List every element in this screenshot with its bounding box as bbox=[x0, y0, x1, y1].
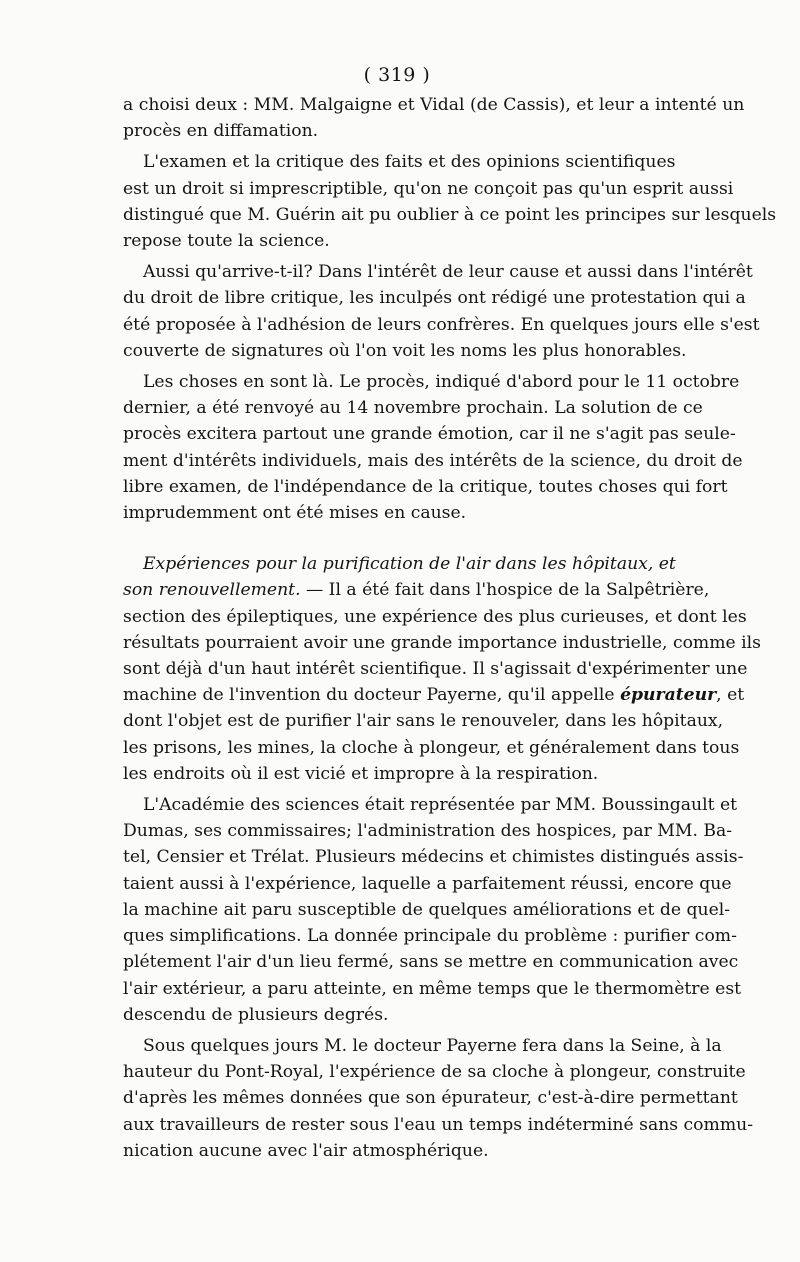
paragraph bbox=[123, 792, 744, 1028]
text-line: été proposée à l'adhésion de leurs confrères. En quelques jours elle s'est bbox=[123, 314, 760, 335]
text-line: distingué que M. Guérin ait pu oublier à ce point les principes sur lesquels bbox=[123, 204, 777, 225]
text-line: repose toute la science. bbox=[123, 231, 330, 252]
section-title: Expériences pour la purification de l'air dans les hôpitaux, et bbox=[143, 554, 676, 575]
text-line: imprudemment ont été mises en cause. bbox=[123, 503, 467, 524]
text-line: dernier, a été renvoyé au 14 novembre prochain. La solution de ce bbox=[123, 398, 703, 419]
text-line: d'après les mêmes données que son épurateur, c'est-à-dire permettant bbox=[123, 1088, 738, 1109]
text-line: l'air extérieur, a paru atteinte, en même temps que le thermomètre est bbox=[123, 978, 742, 999]
text-line: hauteur du Pont-Royal, l'expérience de sa cloche à plongeur, construite bbox=[123, 1062, 746, 1083]
text-line: L'Académie des sciences était représentée par MM. Boussingault et bbox=[143, 795, 738, 816]
text-line: libre examen, de l'indépendance de la critique, toutes choses qui fort bbox=[123, 476, 728, 497]
text-line: dont l'objet est de purifier l'air sans le renouveler, dans les hôpitaux, bbox=[123, 711, 724, 732]
text-line: nication aucune avec l'air atmosphérique. bbox=[123, 1140, 489, 1161]
text-line: Dumas, ses commissaires; l'administration des hospices, par MM. Ba- bbox=[123, 821, 733, 842]
text-line: du droit de libre critique, les inculpés ont rédigé une protestation qui a bbox=[123, 288, 746, 309]
section-title-continued: son renouvellement. bbox=[123, 580, 301, 601]
text-line: L'examen et la critique des faits et des opinions scientifiques bbox=[143, 152, 676, 173]
text-line: Les choses en sont là. Le procès, indiqué d'abord pour le 11 octobre bbox=[143, 372, 740, 393]
text-line: procès en diffamation. bbox=[123, 121, 319, 142]
text-line: résultats pourraient avoir une grande importance industrielle, comme ils bbox=[123, 632, 761, 653]
paragraph bbox=[123, 149, 777, 254]
text-fragment: machine de l'invention du docteur Payerne, qu'il appelle bbox=[123, 685, 621, 706]
text-line bbox=[123, 682, 745, 708]
text-line: ment d'intérêts individuels, mais des intérêts de la science, du droit de bbox=[123, 450, 743, 471]
text-line: Sous quelques jours M. le docteur Payerne fera dans la Seine, à la bbox=[143, 1035, 722, 1056]
text-line: sont déjà d'un haut intérêt scientifique. Il s'agissait d'expérimenter une bbox=[123, 659, 748, 680]
text-line bbox=[123, 577, 710, 603]
text-line: a choisi deux : MM. Malgaigne et Vidal (de Cassis), et leur a intenté un bbox=[123, 95, 745, 115]
text-line: aux travailleurs de rester sous l'eau un temps indéterminé sans commu- bbox=[123, 1114, 753, 1135]
text-line: les prisons, les mines, la cloche à plongeur, et généralement dans tous bbox=[123, 737, 740, 758]
text-fragment: , et bbox=[716, 685, 745, 706]
text-line: plétement l'air d'un lieu fermé, sans se mettre en communication avec bbox=[123, 952, 739, 973]
text-fragment: — Il a été fait dans l'hospice de la Salpêtrière, bbox=[300, 580, 710, 601]
text-line: taient aussi à l'expérience, laquelle a parfaitement réussi, encore que bbox=[123, 873, 732, 894]
text-line: ques simplifications. La donnée principale du problème : purifier com- bbox=[123, 926, 737, 947]
text-line: tel, Censier et Trélat. Plusieurs médecins et chimistes distingués assis- bbox=[123, 847, 744, 868]
page-number: ( 319 ) bbox=[363, 64, 431, 86]
section-paragraph bbox=[123, 551, 761, 787]
paragraph bbox=[123, 369, 743, 526]
text-line: les endroits où il est vicié et impropre à la respiration. bbox=[123, 763, 599, 784]
paragraph bbox=[123, 259, 760, 364]
text-line: section des épileptiques, une expérience des plus curieuses, et dont les bbox=[123, 606, 747, 627]
text-line: couverte de signatures où l'on voit les noms les plus honorables. bbox=[123, 340, 687, 361]
section-spacer bbox=[123, 531, 671, 551]
text-line: est un droit si imprescriptible, qu'on ne conçoit pas qu'un esprit aussi bbox=[123, 178, 734, 199]
paragraph bbox=[123, 1033, 753, 1164]
text-line: procès excitera partout une grande émotion, car il ne s'agit pas seule- bbox=[123, 424, 736, 445]
text-line: la machine ait paru susceptible de quelques améliorations et de quel- bbox=[123, 899, 731, 920]
text-line: descendu de plusieurs degrés. bbox=[123, 1004, 389, 1025]
text-line: Aussi qu'arrive-t-il? Dans l'intérêt de leur cause et aussi dans l'intérêt bbox=[143, 262, 753, 283]
emphasized-term: épurateur bbox=[620, 685, 717, 706]
paragraph bbox=[123, 92, 745, 144]
page-text bbox=[123, 62, 777, 1169]
